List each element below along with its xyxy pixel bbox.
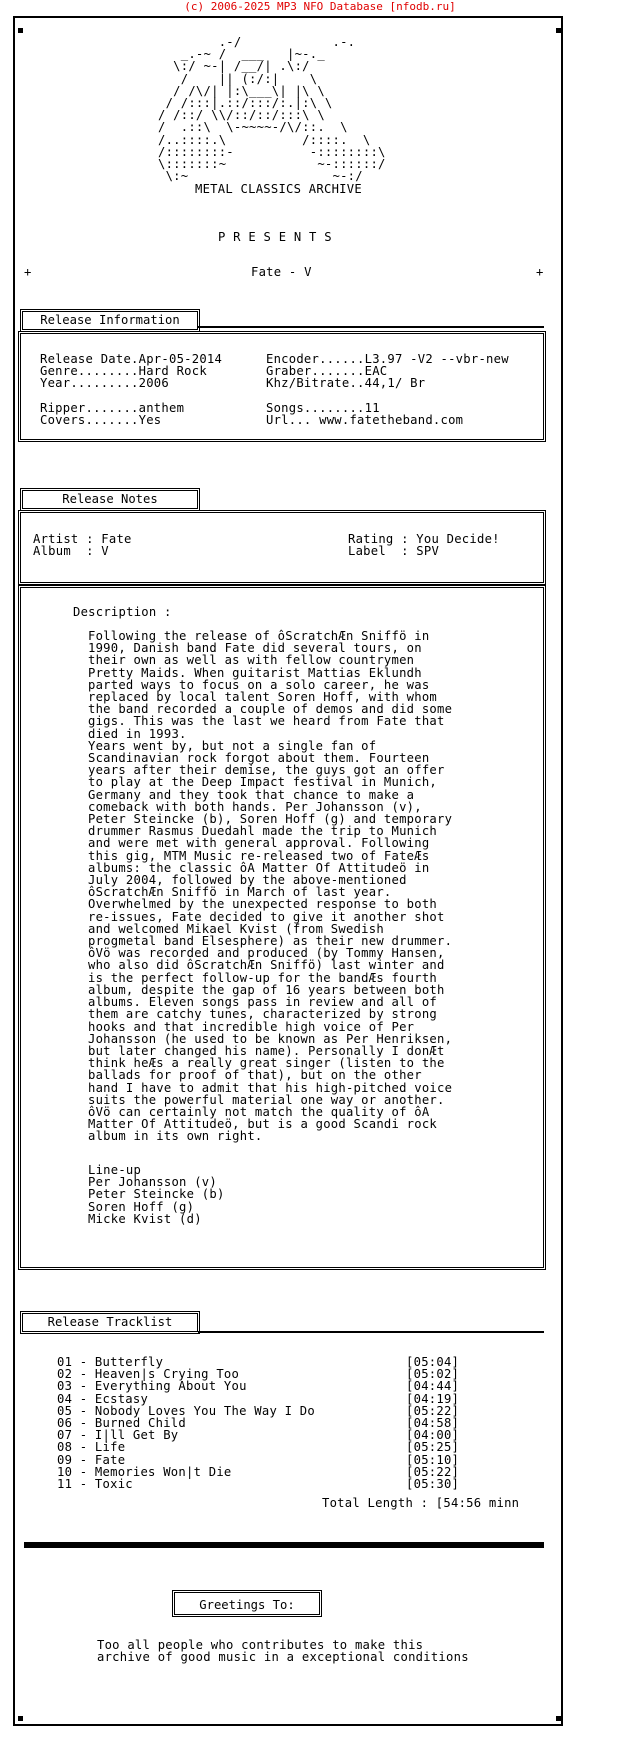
corner-dot	[18, 1716, 23, 1721]
greetings-text: Too all people who contributes to make this archive of good music in a exceptional conditions	[97, 1638, 469, 1665]
section-separator	[24, 1542, 544, 1548]
description-text: Following the release of ôScratchÆn Sniffö in 1990, Danish band Fate did several tours, on their own as well as with fellow countrymen Pretty Maids. When guitarist Mattias Eklundh parted ways to focus on a solo career, he was replaced by local talent Soren Hoff, with whom the band recorded a couple of demos and did some gigs. This was the last we heard from Fate that died in 1993. Years went by, but not a single fan of Scandinavian rock forgot about them. Fourteen years after their demise, the guys got an offer to play at the Deep Impact festival in Munich, Germany and they took that chance to make a comeback with both hands. Per Johansson (v), Peter Steincke (b), Soren Hoff (g) and temporary drummer Rasmus Duedahl made the trip to Munich and were met with general approval. Following this gig, MTM Music re-released two of FateÆs albums: the classic ôA Matter Of Attitudeö in July 2004, followed by the above-mentioned ôScratchÆn Sniffö in March of last year. Overwhelmed by the unexpected response to both re-issues, Fate decided to give it another shot and welcomed Mikael Kvist (from Swedish progmetal band Elsesphere) as their new drummer. ôVö was recorded and produced (by Tommy Hansen, who also did ôScratchÆn Sniffö) last winter and is the perfect follow-up for the bandÆs fourth album, despite the gap of 16 years between both albums. Eleven songs pass in review and all of them are catchy tunes, characterized by strong hooks and that incredible high voice of Per Johansson (he used to be known as Per Henriksen, but later changed his name). Personally I donÆt think heÆs a really great singer (listen to the ballads for proof of that), but on the other hand I have to admit that his high-pitched voice suits the powerful material one way or another. ôVö can certainly not match the quality of ôA Matter Of Attitudeö, but is a good Scandi rock album in its own right.	[88, 629, 453, 1144]
release-title: Fate - V	[251, 265, 312, 279]
corner-dot	[18, 28, 23, 33]
release-notes-tab	[20, 488, 200, 511]
release-information-tab	[20, 309, 200, 332]
tab-label: Greetings To:	[199, 1598, 295, 1612]
release-info-left: Release Date.Apr-05-2014 Genre........Hard Rock Year.........2006 Ripper.......anthem Covers.......Yes	[40, 352, 223, 428]
artist-album: Artist : Fate Album : V	[33, 532, 132, 559]
tab-label: Release Notes	[62, 492, 158, 506]
greetings-tab	[172, 1590, 322, 1617]
database-banner: (c) 2006-2025 MP3 NFO Database [nfodb.ru]	[184, 0, 456, 13]
plus-marker: +	[24, 265, 32, 279]
release-tracklist-tab	[20, 1311, 200, 1334]
ascii-logo: .-/ .-. _.-~ / ___ |~-._ \:/ ~-| /__/| .\:/ / || (:/:| \ / /\/| |:\___\| |\ \ / /:::|.::/:::/:.|:\ \ / /::/ \\/::/::/:::\ \ / .::\ \-~~~~-/\/::. \ /..::::.\ /::::. \ /::::::::- -::::::::\ \:::::::~ ~-::::::/ \:~ ~-:/	[158, 35, 386, 184]
presents-heading: P R E S E N T S	[218, 230, 332, 244]
corner-dot	[556, 28, 561, 33]
tab-label: Release Information	[40, 313, 180, 327]
rating-label: Rating : You Decide! Label : SPV	[348, 532, 500, 559]
total-length: Total Length : [54:56 minn	[322, 1496, 520, 1510]
divider	[198, 326, 544, 328]
corner-dot	[556, 1716, 561, 1721]
tab-label: Release Tracklist	[47, 1315, 173, 1329]
plus-marker: +	[536, 265, 544, 279]
release-info-right: Encoder......L3.97 -V2 --vbr-new Graber.......EAC Khz/Bitrate..44,1/ Br Songs........11 Url... www.fatetheband.com	[266, 352, 509, 428]
track-list: 01 - Butterfly [05:04] 02 - Heaven|s Crying Too [05:02] 03 - Everything About You [04:44] 04 - Ecstasy [04:19] 05 - Nobody Loves You The Way I Do [05:22] 06 - Burned Child [04:58] 07 - I|ll Get By [04:00] 08 - Life [05:25] 09 - Fate [05:10] 10 - Memories Won|t Die [05:22] 11 - Toxic [05:30]	[57, 1355, 460, 1492]
logo-caption: METAL CLASSICS ARCHIVE	[195, 182, 362, 196]
description-heading: Description :	[73, 605, 172, 619]
divider	[198, 1331, 544, 1333]
lineup-text: Line-up Per Johansson (v) Peter Steincke (b) Soren Hoff (g) Micke Kvist (d)	[88, 1163, 225, 1226]
